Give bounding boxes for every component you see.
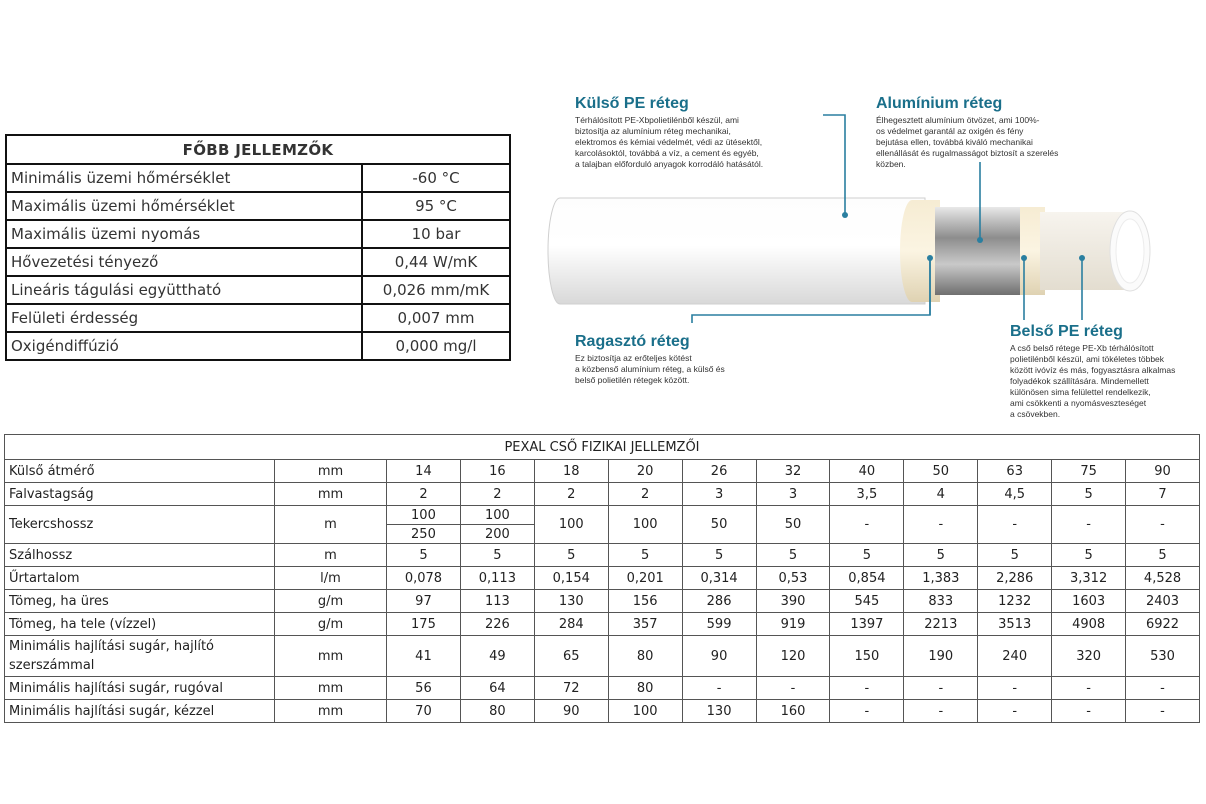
cell-value: 0,201 <box>608 567 682 590</box>
key-value: 0,026 mm/mK <box>362 276 510 304</box>
row-name: Minimális hajlítási sugár, kézzel <box>5 700 275 723</box>
cell-value: 5 <box>387 544 461 567</box>
cell-value: - <box>904 506 978 544</box>
table-row <box>5 636 1200 677</box>
cell-value: 41 <box>387 636 461 677</box>
cell-value: 90 <box>682 636 756 677</box>
row-name: Űrtartalom <box>5 567 275 590</box>
cell-value: - <box>1126 506 1200 544</box>
cell-value: 357 <box>608 613 682 636</box>
cell-value: 50 <box>904 460 978 483</box>
cell-value: 4 <box>904 483 978 506</box>
cell-value: 80 <box>608 636 682 677</box>
cell-value: 70 <box>387 700 461 723</box>
cell-value: 5 <box>756 544 830 567</box>
cell-value: 63 <box>978 460 1052 483</box>
cell-value: 160 <box>756 700 830 723</box>
cell-value: 97 <box>387 590 461 613</box>
cell-value: 3,5 <box>830 483 904 506</box>
cell-value: 6922 <box>1126 613 1200 636</box>
cell-value: 5 <box>534 544 608 567</box>
cell-value: - <box>1052 700 1126 723</box>
key-table-row <box>6 276 510 304</box>
cell-value: 919 <box>756 613 830 636</box>
row-unit: mm <box>275 700 387 723</box>
key-label: Felületi érdesség <box>6 304 362 332</box>
cell-value: 0,078 <box>387 567 461 590</box>
key-label: Minimális üzemi hőmérséklet <box>6 164 362 192</box>
cell-value: 175 <box>387 613 461 636</box>
cell-value: 100 <box>534 506 608 544</box>
cell-value: - <box>1052 677 1126 700</box>
cell-value: 72 <box>534 677 608 700</box>
cell-value: 130 <box>534 590 608 613</box>
key-label: Maximális üzemi hőmérséklet <box>6 192 362 220</box>
cell-value: 200 <box>460 525 534 544</box>
callout-outer-pe-text: Térhálósított PE-Xbpolietilénből készül, ami biztosítja az alumínium réteg mechanikai, elektromos és kémiai védelmét, védi az ütésektől, karcolásoktól, továbbá a víz, a cement és egyéb, a talajban előforduló anyagok korrodáló hatásától. <box>575 115 764 169</box>
cell-value: 2 <box>387 483 461 506</box>
key-value: 0,000 mg/l <box>362 332 510 360</box>
cell-value: 16 <box>460 460 534 483</box>
cell-value: 530 <box>1126 636 1200 677</box>
cell-value: 56 <box>387 677 461 700</box>
cell-value: 7 <box>1126 483 1200 506</box>
row-name: Minimális hajlítási sugár, rugóval <box>5 677 275 700</box>
physical-properties-table <box>4 434 1200 723</box>
cell-value: 0,154 <box>534 567 608 590</box>
cell-value: 3 <box>756 483 830 506</box>
cell-value: 49 <box>460 636 534 677</box>
cell-value: - <box>904 700 978 723</box>
callout-adhesive-title: Ragasztó réteg <box>575 333 690 350</box>
callout-inner-pe-title: Belső PE réteg <box>1010 323 1123 340</box>
callout-aluminium-text: Élhegesztett alumínium ötvözet, ami 100%- os védelmet garantál az oxigén és fény bejutása ellen, továbbá kiváló mechanikai ellenállását és rugalmasságot biztosít a szerelés közben. <box>876 115 1059 169</box>
row-name: Tömeg, ha üres <box>5 590 275 613</box>
cell-value: - <box>756 677 830 700</box>
key-table-title: FŐBB JELLEMZŐK <box>6 135 510 164</box>
cell-value: 3513 <box>978 613 1052 636</box>
row-unit: mm <box>275 677 387 700</box>
cell-value: - <box>1126 677 1200 700</box>
cell-value: - <box>1052 506 1126 544</box>
cell-value: 0,854 <box>830 567 904 590</box>
table-row <box>5 613 1200 636</box>
cell-value: 113 <box>460 590 534 613</box>
cell-value: 190 <box>904 636 978 677</box>
row-unit: g/m <box>275 590 387 613</box>
cell-value: 5 <box>830 544 904 567</box>
table-row <box>5 567 1200 590</box>
cell-value: 5 <box>904 544 978 567</box>
table-row <box>5 460 1200 483</box>
cell-value: 4908 <box>1052 613 1126 636</box>
cell-value: 2 <box>460 483 534 506</box>
row-unit: g/m <box>275 613 387 636</box>
key-table-row <box>6 164 510 192</box>
cell-value: 100 <box>608 506 682 544</box>
cell-value: 32 <box>756 460 830 483</box>
key-label: Maximális üzemi nyomás <box>6 220 362 248</box>
cell-value: 5 <box>460 544 534 567</box>
cell-value: 90 <box>534 700 608 723</box>
row-unit: m <box>275 506 387 544</box>
row-unit: mm <box>275 483 387 506</box>
cell-value: 2 <box>608 483 682 506</box>
callout-inner-pe-text: A cső belső rétege PE-Xb térhálósított polietilénből készül, ami tökéletes többek között ivóvíz és más, fogyasztásra alkalmas folyadékok szállítására. Mindemellett különösen sima felülettel rendelkezik, ami csökkenti a nyomásveszteséget a csövekben. <box>1010 343 1176 419</box>
cell-value: 2213 <box>904 613 978 636</box>
cell-value: 50 <box>756 506 830 544</box>
cell-value: 3,312 <box>1052 567 1126 590</box>
key-table-row <box>6 332 510 360</box>
cell-value: 90 <box>1126 460 1200 483</box>
cell-value: 545 <box>830 590 904 613</box>
cell-value: 1,383 <box>904 567 978 590</box>
cell-value: 14 <box>387 460 461 483</box>
callout-aluminium-title: Alumínium réteg <box>876 95 1003 112</box>
key-value: 95 °C <box>362 192 510 220</box>
key-table-row <box>6 304 510 332</box>
cell-value: - <box>1126 700 1200 723</box>
cell-value: - <box>830 700 904 723</box>
cell-value: 0,53 <box>756 567 830 590</box>
key-label: Lineáris tágulási együttható <box>6 276 362 304</box>
row-name: Falvastagság <box>5 483 275 506</box>
table-row <box>5 483 1200 506</box>
cell-value: 4,5 <box>978 483 1052 506</box>
cell-value: 3 <box>682 483 756 506</box>
cell-value: 65 <box>534 636 608 677</box>
row-name: Minimális hajlítási sugár, hajlító szerszámmal <box>5 636 275 677</box>
table-row <box>5 700 1200 723</box>
cell-value: 320 <box>1052 636 1126 677</box>
cell-value: 64 <box>460 677 534 700</box>
callout-adhesive <box>575 333 795 386</box>
table-row <box>5 506 1200 525</box>
cell-value: 0,314 <box>682 567 756 590</box>
cell-value: 5 <box>1052 544 1126 567</box>
cell-value: 226 <box>460 613 534 636</box>
cell-value: 130 <box>682 700 756 723</box>
row-unit: m <box>275 544 387 567</box>
cell-value: 5 <box>978 544 1052 567</box>
callout-outer-pe <box>575 95 825 170</box>
cell-value: 20 <box>608 460 682 483</box>
cell-value: 75 <box>1052 460 1126 483</box>
key-value: -60 °C <box>362 164 510 192</box>
cell-value: 240 <box>978 636 1052 677</box>
callout-aluminium <box>876 95 1106 170</box>
row-unit: l/m <box>275 567 387 590</box>
cell-value: 1603 <box>1052 590 1126 613</box>
table-row <box>5 544 1200 567</box>
row-unit: mm <box>275 636 387 677</box>
cell-value: 2 <box>534 483 608 506</box>
row-name: Külső átmérő <box>5 460 275 483</box>
cell-value: 80 <box>608 677 682 700</box>
cell-value: 1397 <box>830 613 904 636</box>
callout-inner-pe <box>1010 323 1195 420</box>
cell-value: 0,113 <box>460 567 534 590</box>
key-value: 0,44 W/mK <box>362 248 510 276</box>
cell-value: 2,286 <box>978 567 1052 590</box>
cell-value: 390 <box>756 590 830 613</box>
cell-value: 100 <box>460 506 534 525</box>
table-row <box>5 677 1200 700</box>
cell-value: 5 <box>1126 544 1200 567</box>
cell-value: 26 <box>682 460 756 483</box>
key-label: Hővezetési tényező <box>6 248 362 276</box>
key-label: Oxigéndiffúzió <box>6 332 362 360</box>
cell-value: - <box>830 677 904 700</box>
row-unit: mm <box>275 460 387 483</box>
cell-value: 284 <box>534 613 608 636</box>
cell-value: 80 <box>460 700 534 723</box>
cell-value: 250 <box>387 525 461 544</box>
cell-value: 286 <box>682 590 756 613</box>
cell-value: 1232 <box>978 590 1052 613</box>
key-table-row <box>6 220 510 248</box>
callout-outer-pe-title: Külső PE réteg <box>575 95 689 112</box>
cell-value: 50 <box>682 506 756 544</box>
cell-value: - <box>830 506 904 544</box>
key-value: 0,007 mm <box>362 304 510 332</box>
cell-value: - <box>682 677 756 700</box>
cell-value: 5 <box>682 544 756 567</box>
inner-pe-layer <box>1040 211 1150 291</box>
phys-table-title: PEXAL CSŐ FIZIKAI JELLEMZŐI <box>5 435 1200 460</box>
cell-value: - <box>978 506 1052 544</box>
cell-value: 599 <box>682 613 756 636</box>
cell-value: 100 <box>608 700 682 723</box>
key-value: 10 bar <box>362 220 510 248</box>
cell-value: 40 <box>830 460 904 483</box>
cell-value: - <box>978 700 1052 723</box>
table-row <box>5 590 1200 613</box>
cell-value: - <box>904 677 978 700</box>
key-table-row <box>6 192 510 220</box>
cell-value: 833 <box>904 590 978 613</box>
callout-adhesive-text: Ez biztosítja az erőteljes kötést a közbenső alumínium réteg, a külső és belső polietilén rétegek között. <box>575 353 725 385</box>
cell-value: 120 <box>756 636 830 677</box>
cell-value: 5 <box>608 544 682 567</box>
key-table-row <box>6 248 510 276</box>
row-name: Szálhossz <box>5 544 275 567</box>
cell-value: 2403 <box>1126 590 1200 613</box>
cell-value: 156 <box>608 590 682 613</box>
cell-value: 100 <box>387 506 461 525</box>
adhesive-leader <box>690 255 940 325</box>
cell-value: 5 <box>1052 483 1126 506</box>
cell-value: 18 <box>534 460 608 483</box>
key-properties-table <box>5 134 511 361</box>
cell-value: - <box>978 677 1052 700</box>
cell-value: 4,528 <box>1126 567 1200 590</box>
row-name: Tömeg, ha tele (vízzel) <box>5 613 275 636</box>
cell-value: 150 <box>830 636 904 677</box>
row-name: Tekercshossz <box>5 506 275 544</box>
